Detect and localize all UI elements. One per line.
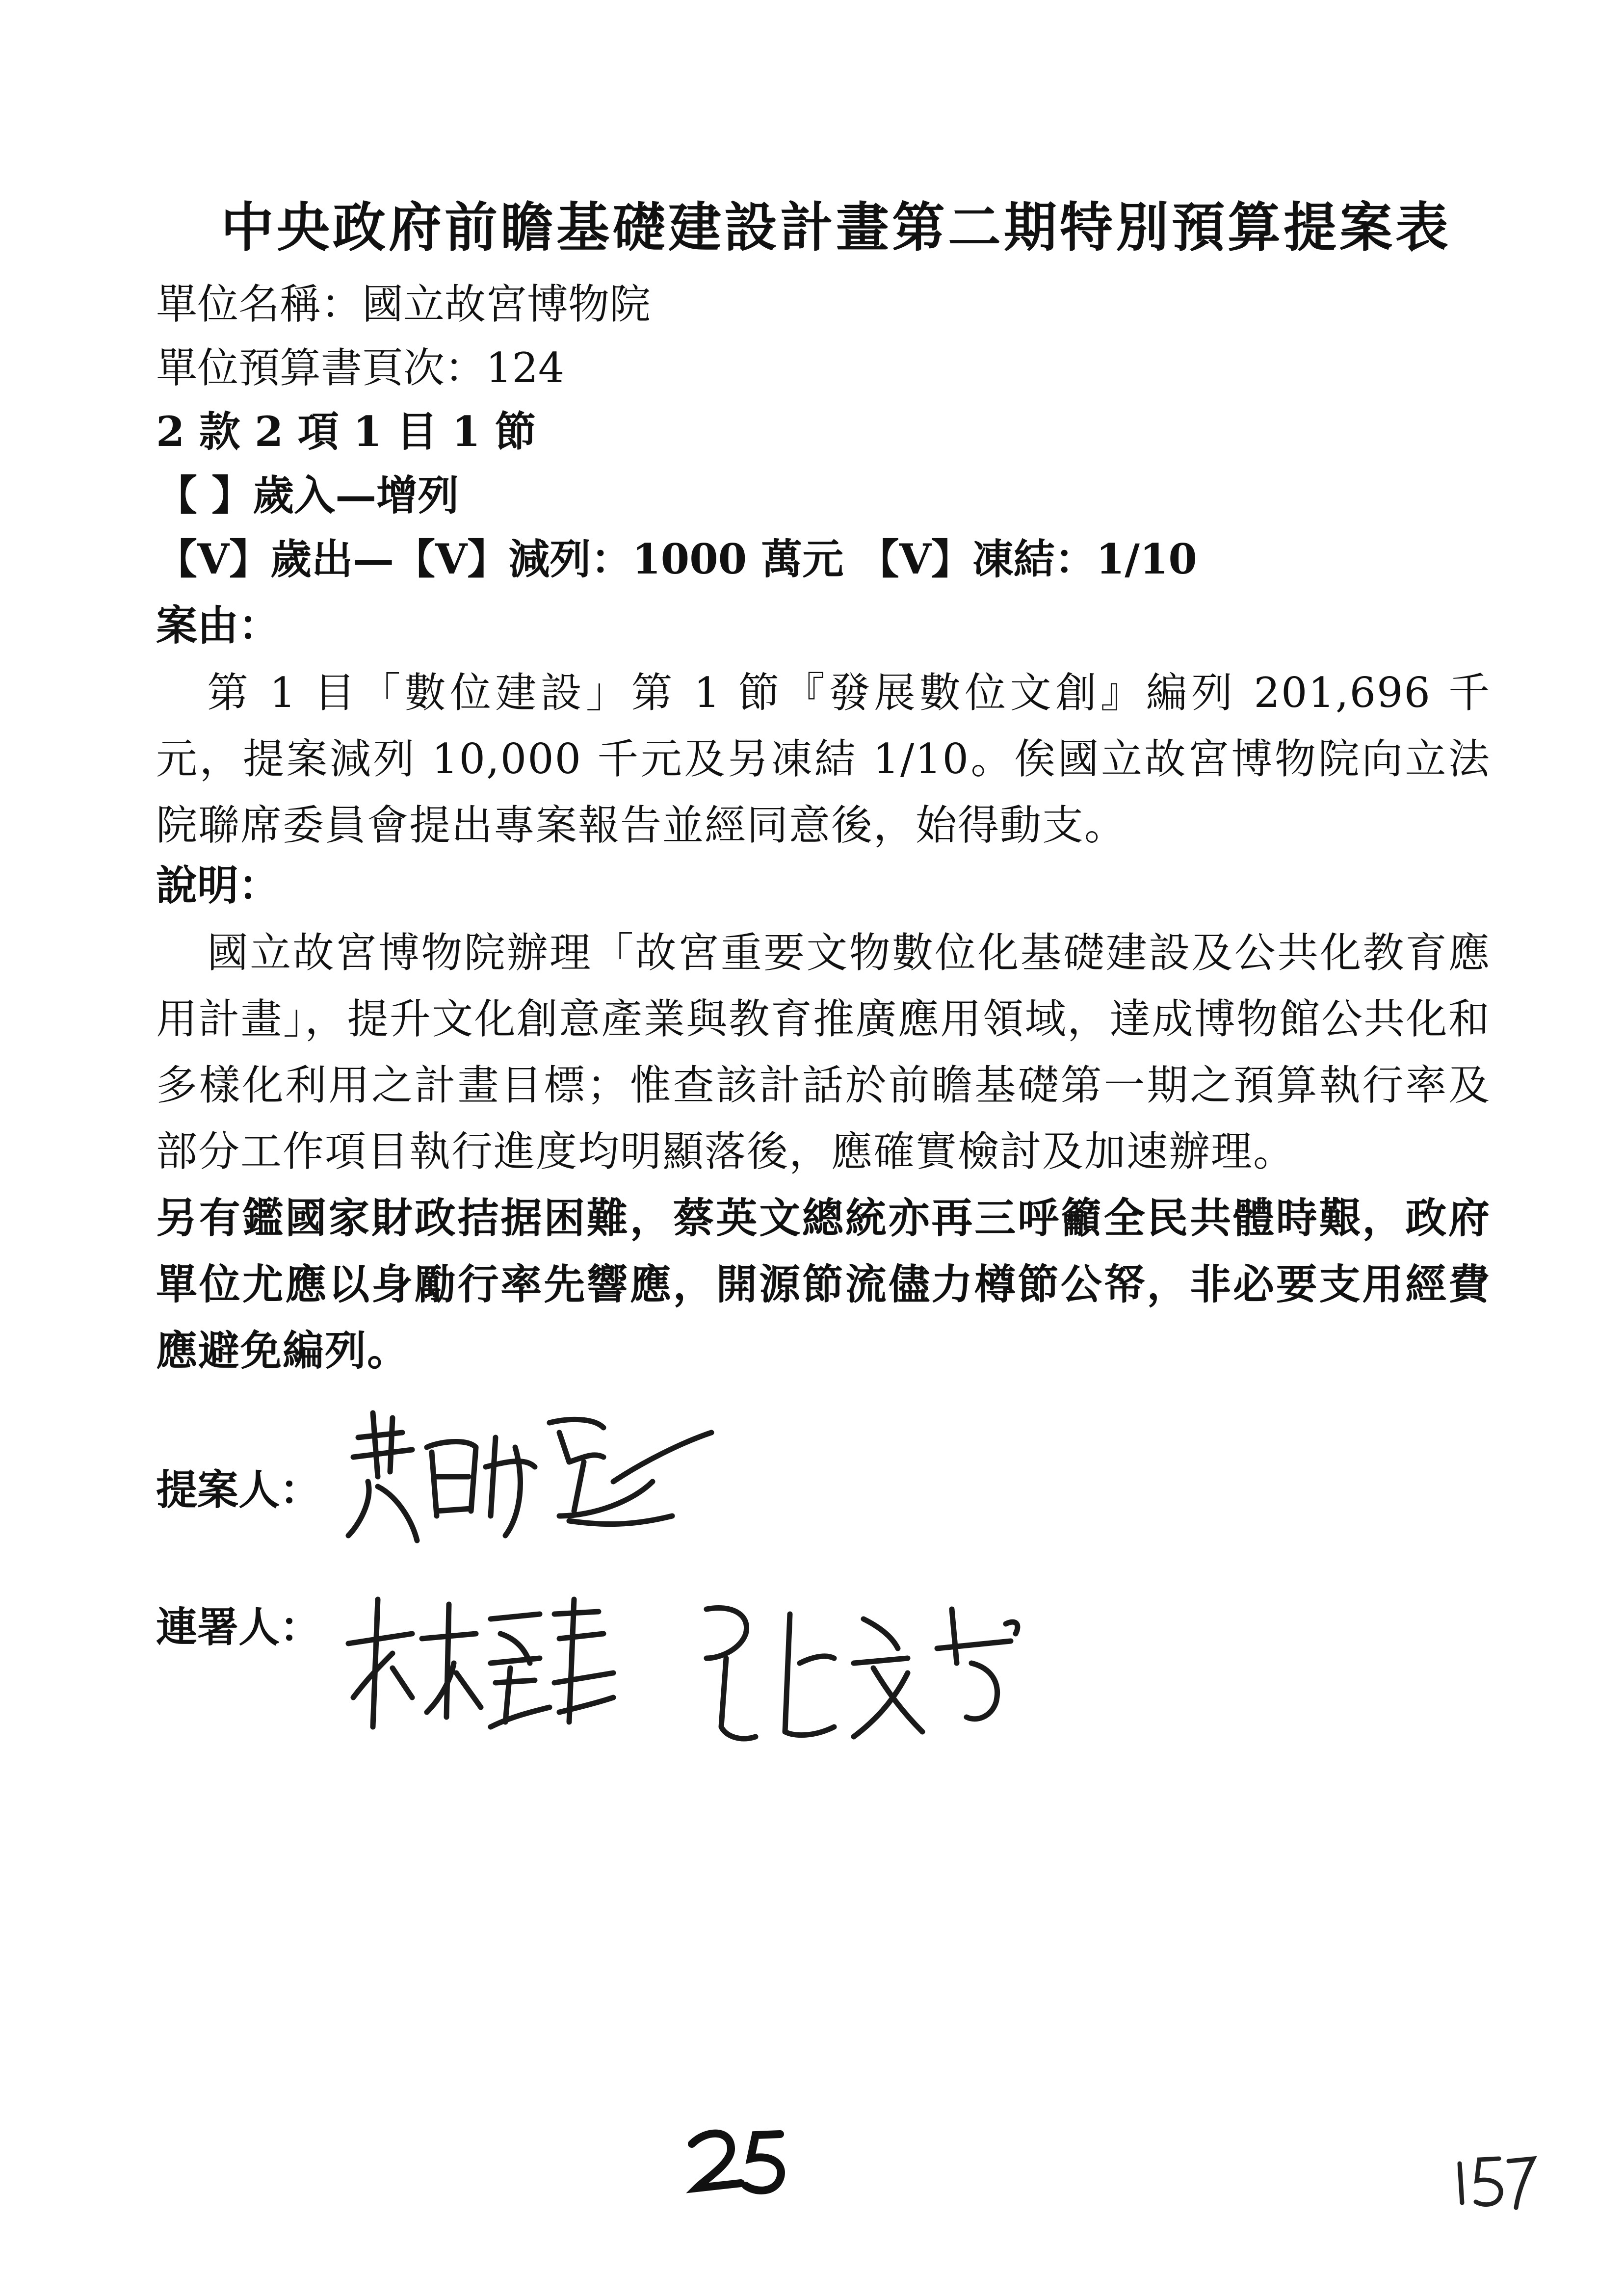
budget-page: 單位預算書頁次：124 xyxy=(156,344,565,392)
handwritten-page-number xyxy=(687,2124,795,2198)
reason-heading: 案由： xyxy=(156,601,280,650)
section-line: 2 款 2 項 1 目 1 節 xyxy=(156,407,536,456)
explanation-bold-text: 另有鑑國家財政拮据困難，蔡英文總統亦再三呼籲全民共體時艱，政府單位尤應以身勵行率先響應，開源節流儘力樽節公帑，非必要支用經費應避免編列。 xyxy=(156,1194,1491,1375)
cosigner-signature-2 xyxy=(677,1590,1030,1756)
cosigner-signature-1 xyxy=(343,1585,618,1742)
document-title: 中央政府前瞻基礎建設計畫第二期特別預算提案表 xyxy=(221,197,1452,259)
reason-text: 第 1 目「數位建設」第 1 節『發展數位文創』編列 201,696 千元，提案減列 10,000 千元及另凍結 1/10。俟國立故宮博物院向立法院聯席委員會提出專案報告並經同意後，始得動支。 xyxy=(156,669,1491,849)
proposer-label: 提案人： xyxy=(156,1465,321,1514)
cosigner-label: 連署人： xyxy=(156,1603,321,1651)
unit-name: 單位名稱：國立故宮博物院 xyxy=(156,280,651,328)
explanation-heading: 說明： xyxy=(156,861,280,910)
expenditure-line: 【V】歲出—【V】減列：1000 萬元 【V】凍結：1/10 xyxy=(156,535,1197,583)
revenue-line: 【 】歲入—增列 xyxy=(156,471,459,520)
proposer-signature xyxy=(339,1403,721,1550)
explanation-text: 國立故宮博物院辦理「故宮重要文物數位化基礎建設及公共化教育應用計畫」，提升文化創意產業與教育推廣應用領域，達成博物館公共化和多樣化利用之計畫目標；惟查該計話於前瞻基礎第一期之預算執行率及部分工作項目執行進度均明顯落後，應確實檢討及加速辦理。 xyxy=(156,929,1491,1175)
handwritten-corner-number xyxy=(1452,2149,1536,2213)
